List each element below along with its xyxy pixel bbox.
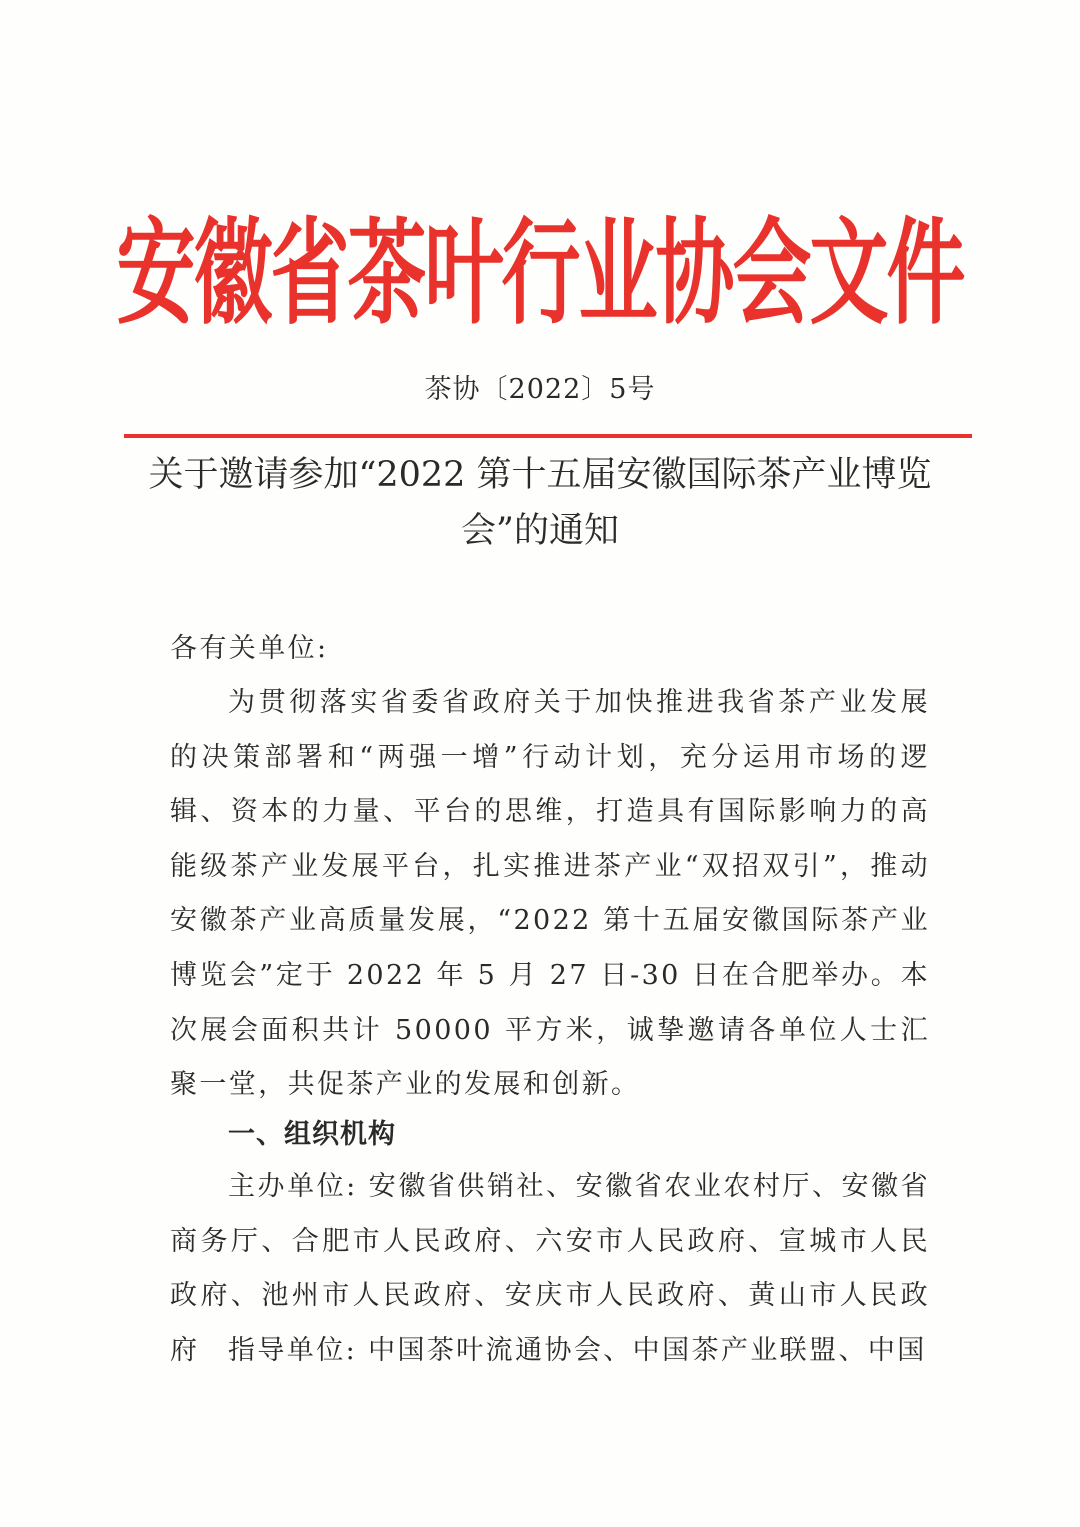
salutation: 各有关单位: [170,633,329,664]
document-number: 茶协〔2022〕5号 [424,374,656,405]
body-paragraph: 主办单位: 安徽省供销社、安徽省农业农村厅、安徽省商务厅、合肥市人民政府、六安市人民政府、宣城市人民政府、池州市人民政府、安庆市人民政府、黄山市人民政府 [170,1171,930,1366]
issuer-title: 安徽省茶叶行业协会文件 [116,205,964,341]
body-paragraph: 指导单位: 中国茶叶流通协会、中国茶产业联盟、中国 [228,1335,927,1366]
section-heading: 一、组织机构 [228,1119,396,1150]
body-paragraph: 为贯彻落实省委省政府关于加快推进我省茶产业发展的决策部署和“两强一增”行动计划，充分运用市场的逻辑、资本的力量、平台的思维，打造具有国际影响力的高能级茶产业发展平台，扎实推进茶产业“双招双引”，推动安徽茶产业高质量发展，“2022 第十五届安徽国际茶产业博览会”定于 2022 年 5 月 27 日-30 日在合肥举办。本次展会面积共计 50000 平方米，诚挚邀请各单位人士汇聚一堂，共促茶产业的发展和创新。 [170,687,930,1101]
notice-title: 关于邀请参加“2022 第十五届安徽国际茶产业博览会”的通知 [148,455,932,551]
red-header-rule [124,434,972,438]
